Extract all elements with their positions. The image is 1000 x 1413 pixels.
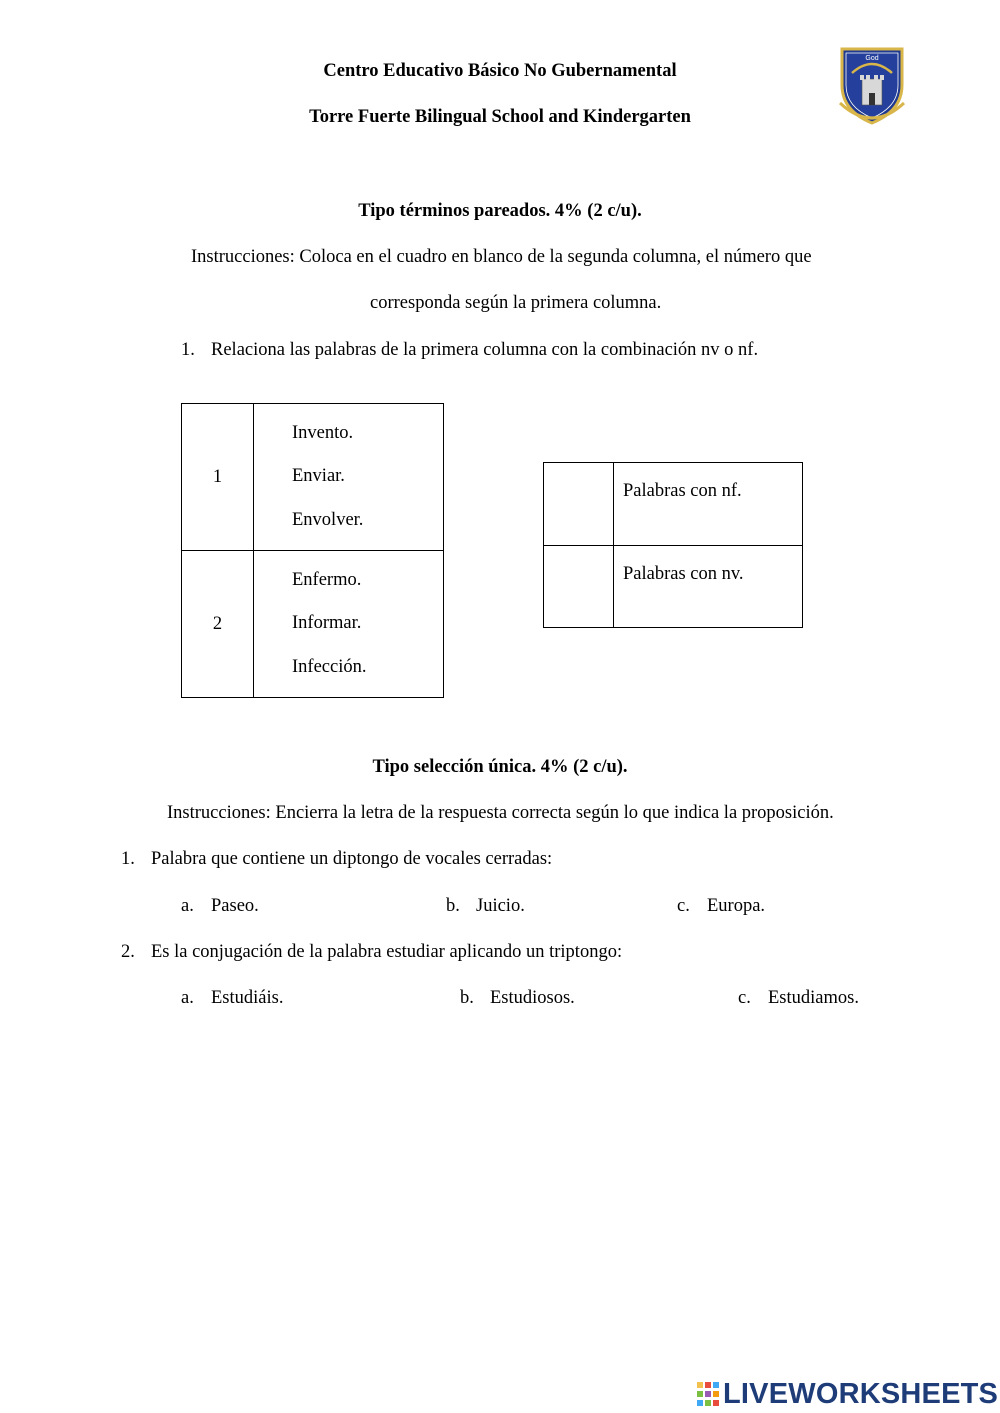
section-single-choice-instructions: Instrucciones: Encierra la letra de la respuesta correcta según lo que indica la proposición.: [167, 803, 834, 823]
answer-row: [544, 546, 803, 628]
question-text: Es la conjugación de la palabra estudiar aplicando un triptongo:: [151, 942, 623, 962]
choice-question: [121, 849, 553, 870]
answer-table: [543, 462, 803, 628]
section-matching-title: Tipo términos pareados. 4% (2 c/u).: [358, 201, 642, 221]
option-text: Europa.: [707, 896, 766, 916]
word-item: Infección.: [292, 656, 367, 677]
school-crest-logo: [832, 45, 912, 125]
word-groups-table: [181, 403, 444, 698]
option-c[interactable]: [677, 896, 766, 917]
word-item: Informar.: [292, 613, 362, 634]
option-letter: c.: [677, 896, 690, 916]
option-letter: a.: [181, 896, 194, 916]
group-words: [254, 551, 444, 698]
answer-row: [544, 463, 803, 546]
option-text: Paseo.: [211, 896, 259, 916]
school-name-line2: Torre Fuerte Bilingual School and Kindergarten: [309, 107, 691, 127]
option-b[interactable]: [460, 988, 575, 1009]
group-number: 1: [182, 404, 254, 551]
group-words: [254, 404, 444, 551]
crest-motto-text: God: [865, 55, 879, 62]
section-matching-instructions-line1: Instrucciones: Coloca en el cuadro en blanco de la segunda columna, el número que: [191, 247, 812, 267]
option-text: Juicio.: [476, 896, 525, 916]
word-group-row: [182, 551, 444, 698]
group-number: 2: [182, 551, 254, 698]
liveworksheets-wordmark: LIVEWORKSHEETS: [723, 1377, 999, 1410]
question-text: Palabra que contiene un diptongo de vocales cerradas:: [151, 849, 553, 869]
section-single-choice-title: Tipo selección única. 4% (2 c/u).: [372, 757, 628, 777]
question-number: 1.: [121, 849, 135, 869]
question-number: 2.: [121, 942, 135, 962]
answer-label: Palabras con nf.: [614, 463, 803, 546]
liveworksheets-brand: [697, 1378, 998, 1410]
choice-question: [121, 942, 623, 963]
word-item: Enfermo.: [292, 569, 362, 590]
school-name-line1: Centro Educativo Básico No Gubernamental: [323, 61, 677, 81]
word-item: Invento.: [292, 422, 354, 443]
option-text: Estudiáis.: [211, 988, 284, 1008]
section-matching-instructions-line2: corresponda según la primera columna.: [370, 293, 662, 313]
option-text: Estudiamos.: [768, 988, 859, 1008]
option-a[interactable]: [181, 988, 284, 1009]
answer-blank-box[interactable]: [544, 463, 614, 546]
option-letter: b.: [460, 988, 474, 1008]
option-a[interactable]: [181, 896, 259, 917]
option-b[interactable]: [446, 896, 525, 917]
word-item: Envolver.: [292, 509, 364, 530]
answer-blank-box[interactable]: [544, 546, 614, 628]
option-text: Estudiosos.: [490, 988, 575, 1008]
option-letter: c.: [738, 988, 751, 1008]
liveworksheets-icon: [697, 1382, 719, 1406]
option-letter: a.: [181, 988, 194, 1008]
word-group-row: [182, 404, 444, 551]
answer-label: Palabras con nv.: [614, 546, 803, 628]
option-letter: b.: [446, 896, 460, 916]
word-item: Enviar.: [292, 466, 345, 487]
matching-question: [181, 340, 759, 361]
option-c[interactable]: [738, 988, 859, 1009]
question-text: Relaciona las palabras de la primera columna con la combinación nv o nf.: [211, 340, 759, 360]
question-number: 1.: [181, 340, 195, 360]
